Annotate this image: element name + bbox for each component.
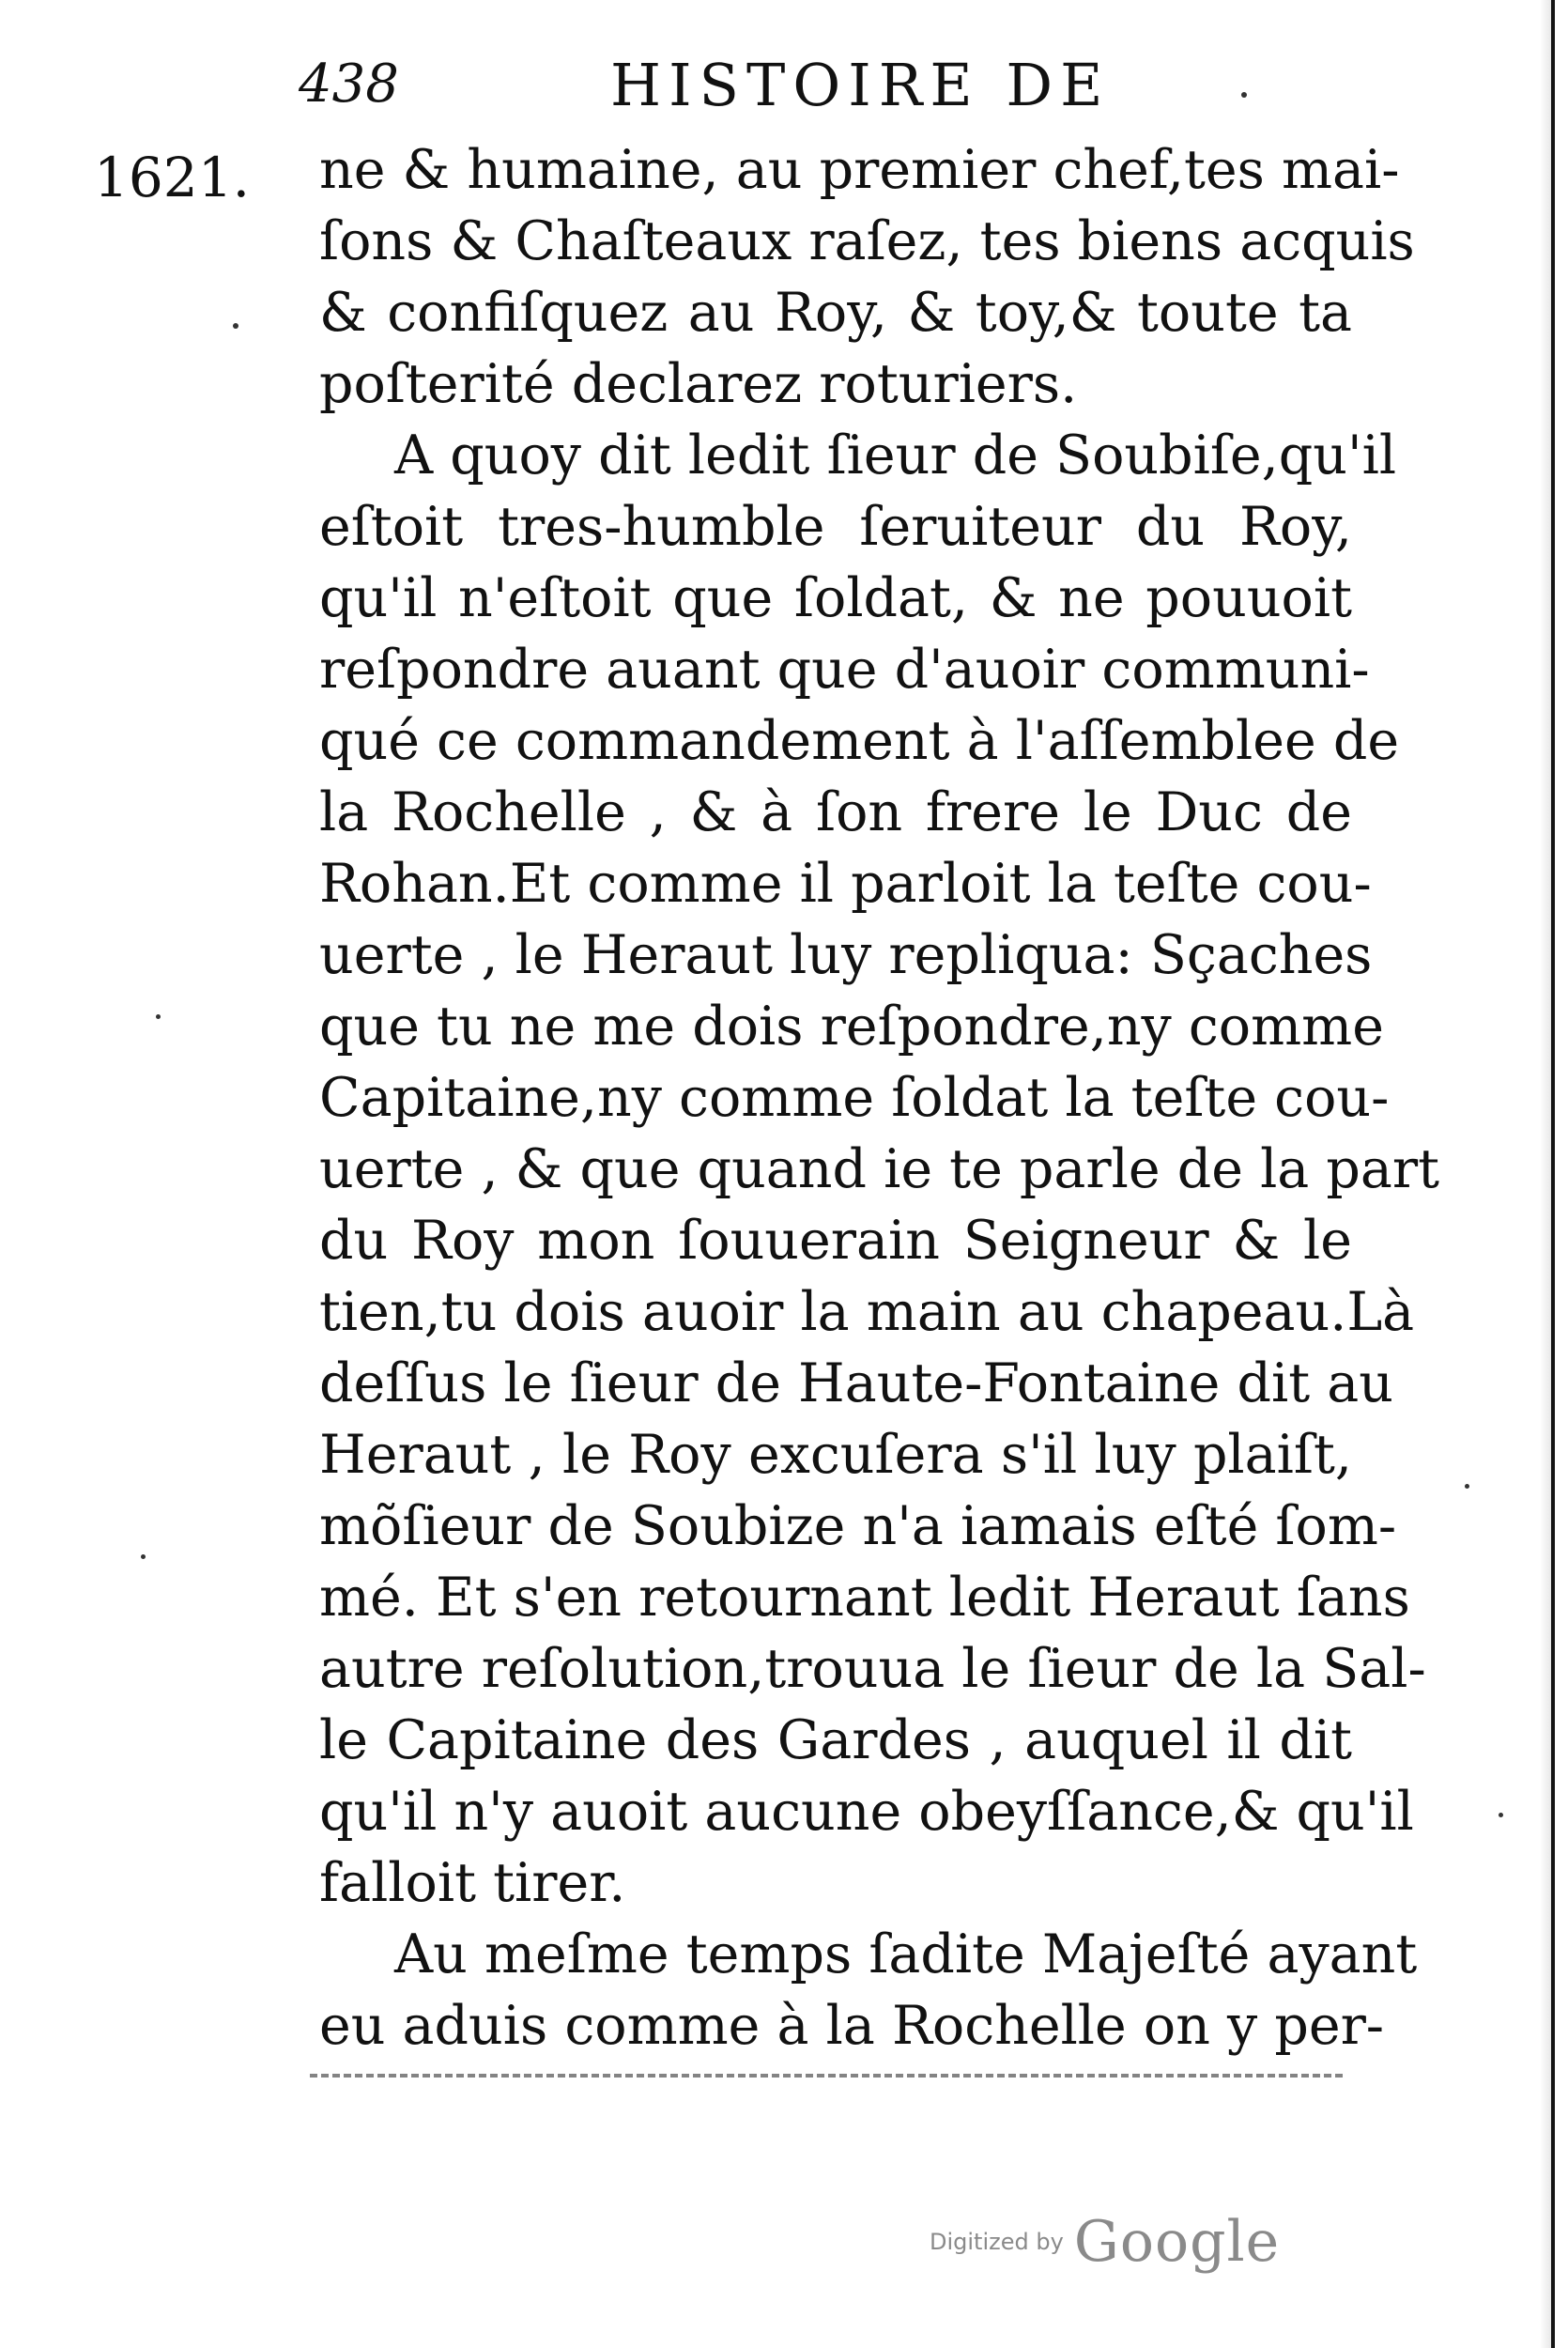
text-line: eu aduis comme à la Rochelle on y per- <box>319 1995 1385 2057</box>
text-line: Heraut , le Roy excuſera s'il luy plaiſt, <box>319 1424 1352 1486</box>
ink-speck <box>141 1554 146 1559</box>
text-line: qu'il n'eſtoit que ſoldat, & ne pouuoit <box>319 567 1352 629</box>
text-line: la Rochelle , & à ſon frere le Duc de <box>319 781 1352 843</box>
text-line: poſterité declarez roturiers. <box>319 353 1078 415</box>
ink-speck <box>1499 1813 1503 1817</box>
text-line: qu'il n'y auoit aucune obeyſſance,& qu'il <box>319 1781 1414 1843</box>
text-line: & confiſquez au Roy, & toy,& toute ta <box>319 282 1352 344</box>
text-line: eſtoit tres-humble ſeruiteur du Roy, <box>319 496 1352 558</box>
text-line: ne & humaine, au premier chef,tes mai- <box>319 139 1400 201</box>
binding-edge <box>1551 0 1555 2348</box>
margin-year: 1621. <box>94 146 251 209</box>
text-line: uerte , le Heraut luy repliqua: Sçaches <box>319 924 1373 986</box>
text-line: autre reſolution,trouua le ſieur de la Sal- <box>319 1638 1426 1700</box>
text-line: Au meſme temps ſadite Majeſté ayant <box>394 1923 1418 1985</box>
text-line: reſpondre auant que d'auoir communi- <box>319 639 1370 701</box>
text-line: du Roy mon ſouuerain Seigneur & le <box>319 1210 1352 1272</box>
page-number: 438 <box>299 54 399 115</box>
text-line: uerte , & que quand ie te parle de la part <box>319 1138 1440 1200</box>
ink-speck <box>1241 92 1247 98</box>
ink-speck <box>156 1014 161 1019</box>
bottom-rule <box>310 2074 1343 2078</box>
text-line: Capitaine,ny comme ſoldat la teſte cou- <box>319 1067 1390 1129</box>
text-line: mé. Et s'en retournant ledit Heraut ſans <box>319 1567 1410 1629</box>
text-line: tien,tu dois auoir la main au chapeau.Là <box>319 1281 1415 1343</box>
text-line: Rohan.Et comme il parloit la teſte cou- <box>319 853 1372 915</box>
text-line: deſſus le ſieur de Haute-Fontaine dit au <box>319 1352 1393 1414</box>
text-line: mõſieur de Soubize n'a iamais eſté ſom- <box>319 1495 1397 1557</box>
google-logo: Google <box>1073 2209 1281 2275</box>
binding-shadow <box>1540 0 1551 2348</box>
text-line: ſons & Chaſteaux raſez, tes biens acquis <box>319 210 1415 272</box>
text-line: A quoy dit ledit ſieur de Soubiſe,qu'il <box>394 425 1397 487</box>
watermark-prefix: Digitized by <box>930 2229 1064 2255</box>
ink-speck <box>233 323 238 329</box>
body-text <box>319 134 1440 2062</box>
text-line: falloit tirer. <box>319 1852 626 1914</box>
ink-speck <box>1465 1484 1469 1489</box>
text-line: qué ce commandement à l'aſſemblee de <box>319 710 1400 772</box>
text-line: que tu ne me dois reſpondre,ny comme <box>319 996 1384 1058</box>
text-line: le Capitaine des Gardes , auquel il dit <box>319 1709 1352 1771</box>
running-head: HISTOIRE DE <box>610 51 1111 119</box>
digitized-watermark <box>930 2209 1280 2275</box>
